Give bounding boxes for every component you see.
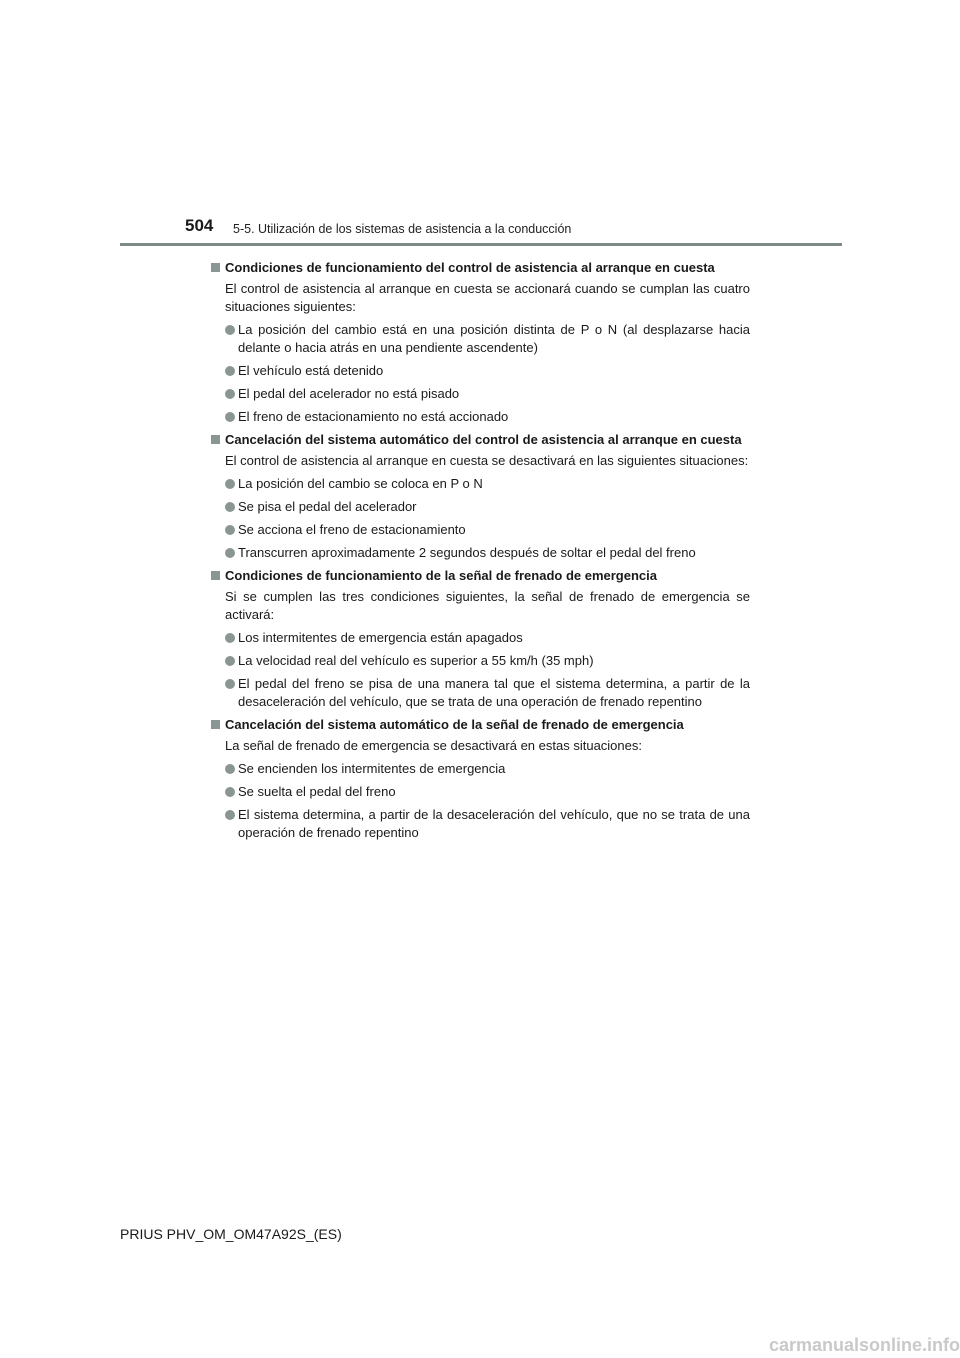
section-emergency-signal-cancel: [210, 716, 750, 842]
list-item: La posición del cambio se coloca en P o N: [210, 475, 750, 493]
section-emergency-signal-conditions: [210, 567, 750, 711]
circle-bullet-icon: [225, 502, 235, 512]
section-title: Condiciones de funcionamiento del control de asistencia al arranque en cuesta: [210, 259, 750, 277]
circle-bullet-icon: [225, 412, 235, 422]
footer-doc-code: PRIUS PHV_OM_OM47A92S_(ES): [120, 1226, 342, 1242]
list-item: La posición del cambio está en una posición distinta de P o N (al desplazarse hacia delante o hacia atrás en una pendiente ascendente): [210, 321, 750, 357]
list-item: El pedal del freno se pisa de una manera tal que el sistema determina, a partir de la desaceleración del vehículo, que se trata de una operación de frenado repentino: [210, 675, 750, 711]
circle-bullet-icon: [225, 389, 235, 399]
section-intro: Si se cumplen las tres condiciones siguientes, la señal de frenado de emergencia se activará:: [225, 589, 750, 622]
list-item: Se pisa el pedal del acelerador: [210, 498, 750, 516]
list-item: El sistema determina, a partir de la desaceleración del vehículo, que no se trata de una operación de frenado repentino: [210, 806, 750, 842]
circle-bullet-icon: [225, 656, 235, 666]
circle-bullet-icon: [225, 633, 235, 643]
list-item: La velocidad real del vehículo es superior a 55 km/h (35 mph): [210, 652, 750, 670]
square-bullet-icon: [211, 571, 220, 580]
list-item: El freno de estacionamiento no está accionado: [210, 408, 750, 426]
list-item: Se encienden los intermitentes de emergencia: [210, 760, 750, 778]
circle-bullet-icon: [225, 679, 235, 689]
list-item: Se acciona el freno de estacionamiento: [210, 521, 750, 539]
list-item: Transcurren aproximadamente 2 segundos después de soltar el pedal del freno: [210, 544, 750, 562]
watermark: carmanualsonline.info: [768, 1335, 960, 1355]
section-title: Condiciones de funcionamiento de la señal de frenado de emergencia: [210, 567, 750, 585]
circle-bullet-icon: [225, 764, 235, 774]
page-content: [210, 255, 750, 847]
section-intro: El control de asistencia al arranque en cuesta se desactivará en las siguientes situaciones:: [225, 453, 749, 468]
circle-bullet-icon: [225, 479, 235, 489]
section-title: Cancelación del sistema automático del control de asistencia al arranque en cuesta: [210, 431, 750, 449]
list-item: Los intermitentes de emergencia están apagados: [210, 629, 750, 647]
list-item: El pedal del acelerador no está pisado: [210, 385, 750, 403]
header-rule: [120, 243, 842, 246]
square-bullet-icon: [211, 263, 220, 272]
square-bullet-icon: [211, 720, 220, 729]
section-title: Cancelación del sistema automático de la señal de frenado de emergencia: [210, 716, 750, 734]
circle-bullet-icon: [225, 810, 235, 820]
circle-bullet-icon: [225, 548, 235, 558]
section-intro: El control de asistencia al arranque en cuesta se accionará cuando se cumplan las cuatro situaciones siguientes:: [225, 281, 750, 314]
chapter-title: 5-5. Utilización de los sistemas de asistencia a la conducción: [233, 222, 572, 236]
section-hill-start-cancel: [210, 431, 750, 562]
circle-bullet-icon: [225, 787, 235, 797]
section-intro: La señal de frenado de emergencia se desactivará en estas situaciones:: [225, 738, 642, 753]
circle-bullet-icon: [225, 525, 235, 535]
list-item: Se suelta el pedal del freno: [210, 783, 750, 801]
circle-bullet-icon: [225, 366, 235, 376]
square-bullet-icon: [211, 435, 220, 444]
section-hill-start-conditions: [210, 259, 750, 426]
list-item: El vehículo está detenido: [210, 362, 750, 380]
page-number: 504: [185, 216, 214, 235]
circle-bullet-icon: [225, 325, 235, 335]
